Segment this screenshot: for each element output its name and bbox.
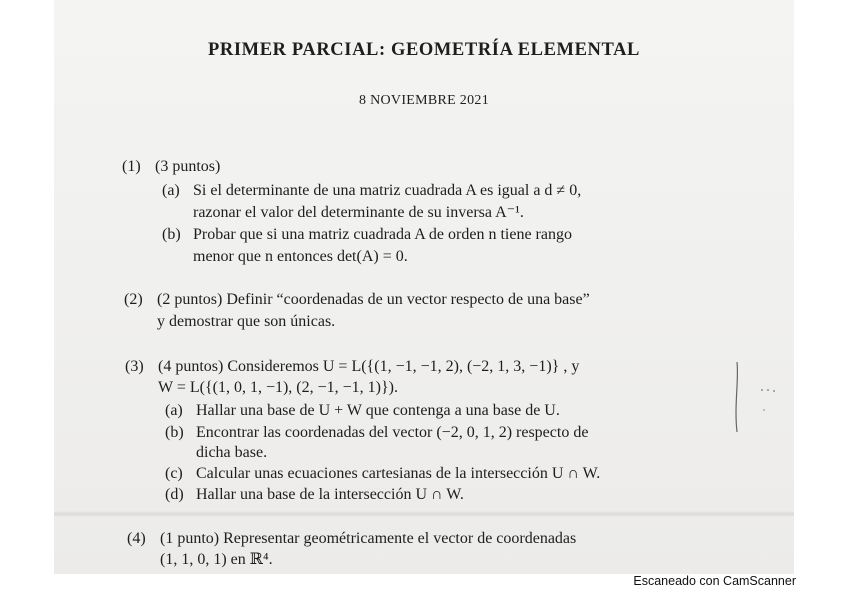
problem-3b-text: Encontrar las coordenadas del vector (−2, 0, 1, 2) respecto de xyxy=(196,424,589,441)
pen-marks xyxy=(728,360,788,440)
problem-3b-label: (b) xyxy=(165,424,184,441)
problem-3b-cont: dicha base. xyxy=(196,444,268,461)
problem-1a-text: Si el determinante de una matriz cuadrada A es igual a d ≠ 0, xyxy=(193,182,582,199)
problem-3d-text: Hallar una base de la intersección U ∩ W. xyxy=(196,486,464,503)
problem-3-number: (3) xyxy=(125,358,144,375)
problem-1-header: (3 puntos) xyxy=(155,158,221,175)
scanner-watermark: Escaneado con CamScanner xyxy=(633,574,796,588)
problem-1b-text: Probar que si una matriz cuadrada A de orden n tiene rango xyxy=(193,226,572,243)
problem-4-header: (1 punto) Representar geométricamente el vector de coordenadas xyxy=(160,530,577,547)
problem-4-cont: (1, 1, 0, 1) en ℝ⁴. xyxy=(160,551,273,568)
problem-2-number: (2) xyxy=(124,291,143,308)
problem-2-header: (2 puntos) Definir “coordenadas de un vector respecto de una base” xyxy=(157,291,590,308)
problem-1b-cont: menor que n entonces det(A) = 0. xyxy=(193,248,408,265)
problem-3a-text: Hallar una base de U + W que contenga a una base de U. xyxy=(196,402,560,419)
problem-1a-label: (a) xyxy=(162,182,180,199)
problem-3c-text: Calcular unas ecuaciones cartesianas de la intersección U ∩ W. xyxy=(196,465,601,482)
problem-4-number: (4) xyxy=(127,530,146,547)
problem-3c-label: (c) xyxy=(165,465,183,482)
problem-1b-label: (b) xyxy=(162,226,181,243)
problem-2-cont: y demostrar que son únicas. xyxy=(157,313,336,330)
paper-fold xyxy=(54,511,794,517)
problem-3-cont: W = L({(1, 0, 1, −1), (2, −1, −1, 1)}). xyxy=(158,379,399,396)
problem-3d-label: (d) xyxy=(165,486,184,503)
exam-title: PRIMER PARCIAL: GEOMETRÍA ELEMENTAL xyxy=(208,40,640,60)
problem-3-header: (4 puntos) Consideremos U = L({(1, −1, −1, 2), (−2, 1, 3, −1)} , y xyxy=(158,358,580,375)
problem-1-number: (1) xyxy=(122,158,141,175)
problem-1a-cont: razonar el valor del determinante de su inversa A⁻¹. xyxy=(193,204,524,221)
exam-date: 8 NOVIEMBRE 2021 xyxy=(358,93,490,108)
problem-3a-label: (a) xyxy=(165,402,183,419)
